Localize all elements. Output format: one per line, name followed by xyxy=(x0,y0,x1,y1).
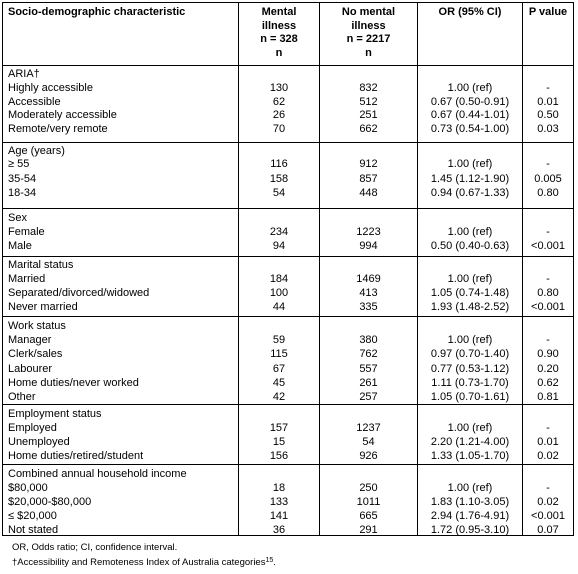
odds-ratio: 1.00 (ref) xyxy=(447,82,493,94)
group-title: ARIA† xyxy=(8,68,40,80)
mental-illness-count: 45 xyxy=(272,377,286,389)
row-label: Accessible xyxy=(8,95,61,108)
p-value: - xyxy=(546,158,550,170)
mental-illness-count: 36 xyxy=(272,524,286,536)
column-divider xyxy=(319,3,320,535)
mental-illness-count: 44 xyxy=(272,301,286,313)
no-mental-illness-count: 54 xyxy=(362,436,375,448)
row-label: Other xyxy=(8,391,36,403)
odds-ratio: 1.33 (1.05-1.70) xyxy=(430,450,510,462)
no-mental-illness-count: 665 xyxy=(359,510,378,522)
no-mental-illness-count: 380 xyxy=(359,334,378,346)
row-label: $80,000 xyxy=(8,482,48,494)
p-value: <0.001 xyxy=(531,301,565,313)
table-group xyxy=(3,405,573,465)
odds-ratio: 0.77 (0.53-1.12) xyxy=(430,362,510,375)
no-mental-illness-count: 251 xyxy=(359,109,378,121)
no-mental-illness-count: 994 xyxy=(359,240,378,252)
p-value: - xyxy=(546,225,550,238)
p-value: - xyxy=(546,272,550,285)
group-title: Age (years) xyxy=(8,145,65,157)
column-divider xyxy=(238,3,239,535)
mental-illness-count: 133 xyxy=(269,496,289,508)
no-mental-illness-count: 335 xyxy=(359,301,378,313)
row-label: Separated/divorced/widowed xyxy=(8,287,150,299)
mental-illness-count: 100 xyxy=(269,287,289,299)
row-label: Male xyxy=(8,240,32,252)
mental-illness-count: 15 xyxy=(272,436,286,448)
mental-illness-count: 184 xyxy=(269,272,289,285)
p-value: 0.01 xyxy=(537,436,559,448)
results-table xyxy=(2,2,574,536)
footnote-abbreviations: OR, Odds ratio; CI, confidence interval. xyxy=(12,542,178,553)
mental-illness-count: 18 xyxy=(272,482,286,494)
odds-ratio: 0.97 (0.70-1.40) xyxy=(430,348,510,360)
p-value: <0.001 xyxy=(531,510,565,522)
header-characteristic: Socio-demographic characteristic xyxy=(8,6,186,18)
mental-illness-count: 26 xyxy=(272,109,286,121)
p-value: 0.02 xyxy=(537,450,559,462)
odds-ratio: 1.00 (ref) xyxy=(447,225,493,238)
no-mental-illness-count: 832 xyxy=(359,82,378,94)
p-value: 0.50 xyxy=(537,109,559,121)
odds-ratio: 1.00 (ref) xyxy=(447,272,493,285)
no-mental-illness-count: 557 xyxy=(359,362,378,375)
no-mental-illness-count: 1223 xyxy=(356,225,381,238)
mental-illness-count: 70 xyxy=(272,122,286,135)
mental-illness-count: 67 xyxy=(272,362,286,375)
header-odds-ratio: OR (95% CI) xyxy=(438,6,502,18)
mental-illness-count: 54 xyxy=(272,187,286,199)
row-label: Labourer xyxy=(8,362,53,375)
p-value: <0.001 xyxy=(531,240,565,252)
table-group xyxy=(3,317,573,405)
row-label: Employed xyxy=(8,422,57,434)
row-label: Female xyxy=(8,225,45,238)
no-mental-illness-count: 1011 xyxy=(356,496,381,508)
no-mental-illness-count: 926 xyxy=(359,450,378,462)
column-divider xyxy=(417,3,418,535)
p-value: 0.90 xyxy=(537,348,559,360)
p-value: 0.62 xyxy=(537,377,559,389)
no-mental-illness-count: 257 xyxy=(359,391,378,403)
odds-ratio: 1.72 (0.95-3.10) xyxy=(430,524,510,536)
odds-ratio: 1.45 (1.12-1.90) xyxy=(430,173,510,185)
group-title: Sex xyxy=(8,212,27,224)
row-label: Home duties/retired/student xyxy=(8,450,144,462)
group-title: Employment status xyxy=(8,408,102,420)
no-mental-illness-count: 250 xyxy=(359,482,378,494)
mental-illness-count: 42 xyxy=(272,391,286,403)
odds-ratio: 1.00 (ref) xyxy=(447,482,493,494)
odds-ratio: 0.67 (0.44-1.01) xyxy=(430,109,510,121)
no-mental-illness-count: 762 xyxy=(359,348,378,360)
table-group xyxy=(3,143,573,209)
mental-illness-count: 234 xyxy=(269,225,289,238)
footnote-aria: †Accessibility and Remoteness Index of Australia categories$^{15}$. xyxy=(12,557,276,568)
no-mental-illness-count: 512 xyxy=(359,95,378,108)
p-value: 0.81 xyxy=(537,391,559,403)
mental-illness-count: 62 xyxy=(272,95,286,108)
p-value: - xyxy=(546,82,550,94)
row-label: Moderately accessible xyxy=(8,109,117,121)
no-mental-illness-count: 1237 xyxy=(356,422,381,434)
p-value: - xyxy=(546,334,550,346)
odds-ratio: 1.93 (1.48-2.52) xyxy=(430,301,510,313)
no-mental-illness-count: 291 xyxy=(359,524,378,536)
group-title: Work status xyxy=(8,320,66,332)
p-value: 0.80 xyxy=(537,187,559,199)
header-p-value: P value xyxy=(528,6,568,18)
mental-illness-count: 116 xyxy=(270,158,288,170)
row-label: 18-34 xyxy=(8,187,37,199)
table-group xyxy=(3,465,573,535)
p-value: 0.005 xyxy=(534,173,562,185)
odds-ratio: 1.11 (0.73-1.70) xyxy=(431,377,509,389)
mental-illness-count: 156 xyxy=(269,450,289,462)
mental-illness-count: 157 xyxy=(269,422,289,434)
mental-illness-count: 130 xyxy=(269,82,289,94)
row-label: ≤ $20,000 xyxy=(8,510,57,522)
mental-illness-count: 141 xyxy=(269,510,289,522)
row-label: Highly accessible xyxy=(8,82,93,94)
odds-ratio: 1.05 (0.70-1.61) xyxy=(430,391,510,403)
row-label: Manager xyxy=(8,334,52,346)
odds-ratio: 1.83 (1.10-3.05) xyxy=(430,496,510,508)
column-divider xyxy=(522,3,523,535)
header-mental-illness: Mental illness n = 328 n xyxy=(260,6,298,59)
row-label: Never married xyxy=(8,301,78,313)
mental-illness-count: 59 xyxy=(272,334,286,346)
p-value: 0.20 xyxy=(537,362,559,375)
p-value: 0.02 xyxy=(537,496,559,508)
no-mental-illness-count: 1469 xyxy=(356,272,381,285)
row-label: 35-54 xyxy=(8,173,37,185)
group-title: Combined annual household income xyxy=(8,468,187,480)
table-group xyxy=(3,257,573,317)
no-mental-illness-count: 413 xyxy=(359,287,378,299)
odds-ratio: 1.00 (ref) xyxy=(447,334,493,346)
odds-ratio: 1.00 (ref) xyxy=(447,422,493,434)
odds-ratio: 0.50 (0.40-0.63) xyxy=(430,240,510,252)
row-label: $20,000-$80,000 xyxy=(8,496,92,508)
no-mental-illness-count: 662 xyxy=(359,122,378,135)
no-mental-illness-count: 448 xyxy=(359,187,378,199)
table-group xyxy=(3,66,573,143)
odds-ratio: 0.73 (0.54-1.00) xyxy=(430,122,510,135)
header-no-mental-illness: No mental illness n = 2217 n xyxy=(341,6,396,59)
odds-ratio: 0.94 (0.67-1.33) xyxy=(430,187,510,199)
odds-ratio: 1.00 (ref) xyxy=(447,158,493,170)
row-label: Remote/very remote xyxy=(8,122,108,135)
group-title: Marital status xyxy=(8,259,74,271)
row-label: Not stated xyxy=(8,524,59,536)
odds-ratio: 0.67 (0.50-0.91) xyxy=(430,95,510,108)
row-label: Clerk/sales xyxy=(8,348,63,360)
mental-illness-count: 94 xyxy=(272,240,286,252)
row-label: Unemployed xyxy=(8,436,70,448)
p-value: 0.03 xyxy=(537,122,559,135)
no-mental-illness-count: 857 xyxy=(359,173,378,185)
odds-ratio: 2.20 (1.21-4.00) xyxy=(430,436,510,448)
mental-illness-count: 158 xyxy=(269,173,289,185)
mental-illness-count: 115 xyxy=(270,348,288,360)
row-label: Home duties/never worked xyxy=(8,377,139,389)
row-label: Married xyxy=(8,272,46,285)
table-group xyxy=(3,209,573,257)
p-value: 0.01 xyxy=(537,95,559,108)
p-value: 0.80 xyxy=(537,287,559,299)
p-value: 0.07 xyxy=(537,524,559,536)
no-mental-illness-count: 261 xyxy=(359,377,378,389)
row-label: ≥ 55 xyxy=(8,158,30,170)
odds-ratio: 2.94 (1.76-4.91) xyxy=(430,510,510,522)
p-value: - xyxy=(546,482,550,494)
p-value: - xyxy=(546,422,550,434)
odds-ratio: 1.05 (0.74-1.48) xyxy=(430,287,510,299)
table-header-row xyxy=(3,3,573,66)
no-mental-illness-count: 912 xyxy=(359,158,378,170)
